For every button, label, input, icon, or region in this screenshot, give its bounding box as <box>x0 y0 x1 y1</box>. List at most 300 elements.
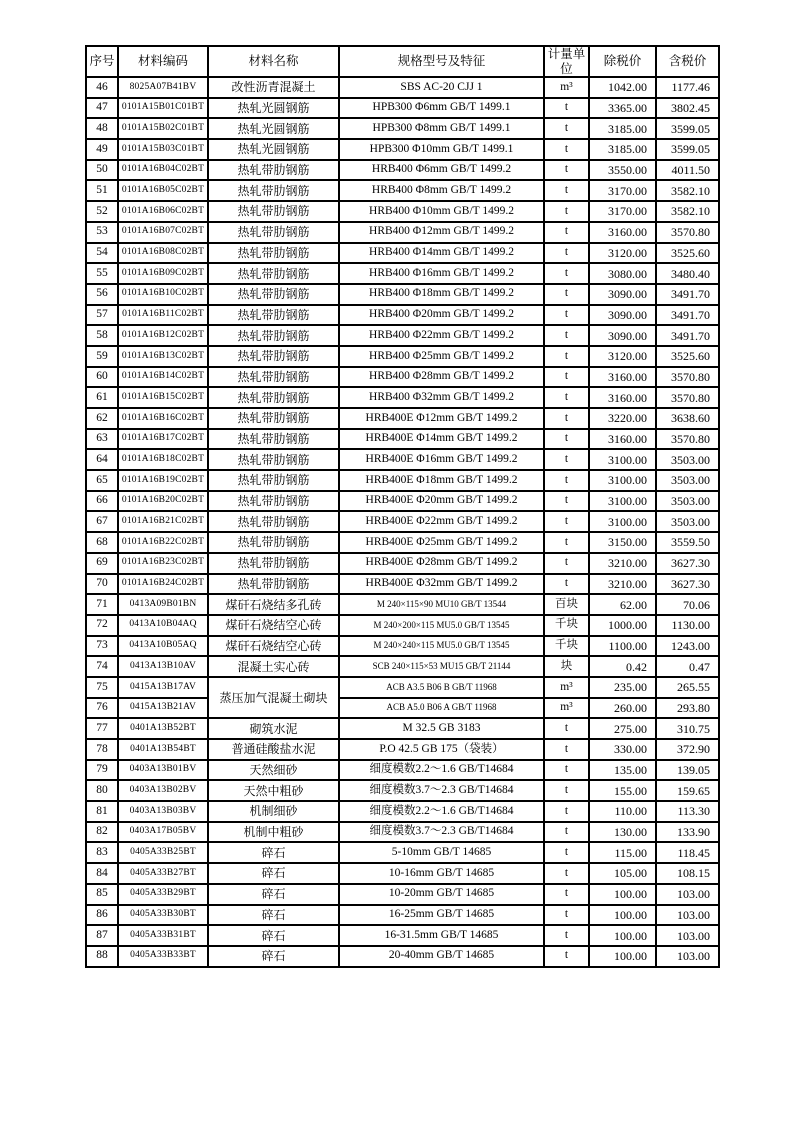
cell-unit: t <box>544 325 589 346</box>
cell-price-excl-tax: 3150.00 <box>589 532 656 553</box>
cell-seq-no: 49 <box>86 139 118 160</box>
cell-material-code: 0101A16B07C02BT <box>118 222 208 243</box>
table-row <box>86 222 719 243</box>
cell-material-code: 0403A13B01BV <box>118 760 208 781</box>
table-row <box>86 925 719 946</box>
table-row <box>86 387 719 408</box>
cell-material-name: 热轧带肋钢筋 <box>208 243 339 264</box>
cell-material-code: 0413A10B04AQ <box>118 615 208 636</box>
col-header-name: 材料名称 <box>208 46 339 77</box>
cell-seq-no: 82 <box>86 822 118 843</box>
cell-seq-no: 51 <box>86 180 118 201</box>
cell-material-code: 0101A16B14C02BT <box>118 367 208 388</box>
cell-unit: t <box>544 511 589 532</box>
cell-seq-no: 75 <box>86 677 118 698</box>
cell-price-excl-tax: 155.00 <box>589 780 656 801</box>
cell-material-name: 热轧带肋钢筋 <box>208 263 339 284</box>
cell-material-code: 0405A33B30BT <box>118 905 208 926</box>
cell-spec: ACB A3.5 B06 B GB/T 11968 <box>339 677 544 698</box>
cell-price-excl-tax: 130.00 <box>589 822 656 843</box>
cell-unit: m³ <box>544 698 589 719</box>
cell-material-code: 0405A33B33BT <box>118 946 208 967</box>
cell-spec: M 240×240×115 MU5.0 GB/T 13545 <box>339 636 544 657</box>
table-row <box>86 346 719 367</box>
cell-spec: M 32.5 GB 3183 <box>339 718 544 739</box>
cell-price-incl-tax: 3503.00 <box>656 511 719 532</box>
cell-material-name: 混凝土实心砖 <box>208 656 339 677</box>
cell-price-excl-tax: 3210.00 <box>589 553 656 574</box>
cell-unit: t <box>544 863 589 884</box>
cell-material-name: 热轧带肋钢筋 <box>208 470 339 491</box>
cell-price-excl-tax: 105.00 <box>589 863 656 884</box>
cell-unit: t <box>544 429 589 450</box>
cell-price-incl-tax: 1177.46 <box>656 77 719 98</box>
table-row <box>86 739 719 760</box>
cell-unit: t <box>544 574 589 595</box>
cell-material-name: 热轧带肋钢筋 <box>208 346 339 367</box>
cell-seq-no: 76 <box>86 698 118 719</box>
cell-spec: SCB 240×115×53 MU15 GB/T 21144 <box>339 656 544 677</box>
cell-price-incl-tax: 3559.50 <box>656 532 719 553</box>
cell-material-name: 热轧带肋钢筋 <box>208 367 339 388</box>
table-row <box>86 284 719 305</box>
cell-unit: t <box>544 553 589 574</box>
cell-material-code: 0101A16B19C02BT <box>118 470 208 491</box>
cell-price-incl-tax: 3503.00 <box>656 449 719 470</box>
cell-price-excl-tax: 275.00 <box>589 718 656 739</box>
cell-spec: HRB400 Φ32mm GB/T 1499.2 <box>339 387 544 408</box>
cell-spec: M 240×200×115 MU5.0 GB/T 13545 <box>339 615 544 636</box>
cell-material-code: 0403A13B02BV <box>118 780 208 801</box>
table-row <box>86 511 719 532</box>
table-row <box>86 429 719 450</box>
cell-material-code: 0413A09B01BN <box>118 594 208 615</box>
cell-seq-no: 87 <box>86 925 118 946</box>
cell-price-excl-tax: 330.00 <box>589 739 656 760</box>
cell-material-name: 热轧带肋钢筋 <box>208 160 339 181</box>
cell-spec: HRB400E Φ20mm GB/T 1499.2 <box>339 491 544 512</box>
cell-seq-no: 59 <box>86 346 118 367</box>
cell-spec: HRB400 Φ8mm GB/T 1499.2 <box>339 180 544 201</box>
cell-material-code: 0401A13B52BT <box>118 718 208 739</box>
cell-seq-no: 70 <box>86 574 118 595</box>
cell-price-excl-tax: 0.42 <box>589 656 656 677</box>
cell-material-name: 热轧带肋钢筋 <box>208 284 339 305</box>
cell-unit: t <box>544 946 589 967</box>
cell-seq-no: 81 <box>86 801 118 822</box>
cell-price-incl-tax: 3491.70 <box>656 305 719 326</box>
table-row <box>86 305 719 326</box>
cell-material-code: 0101A15B02C01BT <box>118 118 208 139</box>
cell-material-code: 0403A13B03BV <box>118 801 208 822</box>
cell-material-code: 0101A16B11C02BT <box>118 305 208 326</box>
cell-price-incl-tax: 1130.00 <box>656 615 719 636</box>
table-row <box>86 946 719 967</box>
cell-seq-no: 55 <box>86 263 118 284</box>
cell-price-excl-tax: 1042.00 <box>589 77 656 98</box>
cell-unit: t <box>544 98 589 119</box>
cell-unit: t <box>544 780 589 801</box>
cell-seq-no: 74 <box>86 656 118 677</box>
cell-material-code: 0415A13B21AV <box>118 698 208 719</box>
cell-spec: 细度模数2.2～1.6 GB/T14684 <box>339 801 544 822</box>
cell-seq-no: 88 <box>86 946 118 967</box>
table-row <box>86 822 719 843</box>
cell-material-name: 热轧光圆钢筋 <box>208 118 339 139</box>
table-row <box>86 553 719 574</box>
cell-price-excl-tax: 3185.00 <box>589 118 656 139</box>
cell-price-incl-tax: 310.75 <box>656 718 719 739</box>
cell-seq-no: 67 <box>86 511 118 532</box>
cell-price-incl-tax: 3570.80 <box>656 367 719 388</box>
cell-price-incl-tax: 293.80 <box>656 698 719 719</box>
table-row <box>86 77 719 98</box>
cell-material-code: 0413A10B05AQ <box>118 636 208 657</box>
cell-spec: HRB400 Φ12mm GB/T 1499.2 <box>339 222 544 243</box>
table-row <box>86 160 719 181</box>
cell-price-incl-tax: 1243.00 <box>656 636 719 657</box>
cell-material-name: 热轧光圆钢筋 <box>208 98 339 119</box>
cell-seq-no: 85 <box>86 884 118 905</box>
cell-material-name: 碎石 <box>208 863 339 884</box>
cell-price-incl-tax: 3582.10 <box>656 201 719 222</box>
cell-price-incl-tax: 159.65 <box>656 780 719 801</box>
cell-material-name: 蒸压加气混凝土砌块 <box>208 677 339 718</box>
cell-price-incl-tax: 3638.60 <box>656 408 719 429</box>
cell-price-excl-tax: 3160.00 <box>589 429 656 450</box>
cell-material-name: 砌筑水泥 <box>208 718 339 739</box>
table-row <box>86 760 719 781</box>
cell-spec: HPB300 Φ8mm GB/T 1499.1 <box>339 118 544 139</box>
cell-price-incl-tax: 70.06 <box>656 594 719 615</box>
cell-unit: t <box>544 470 589 491</box>
table-row <box>86 574 719 595</box>
cell-seq-no: 86 <box>86 905 118 926</box>
cell-seq-no: 61 <box>86 387 118 408</box>
cell-material-code: 0101A16B17C02BT <box>118 429 208 450</box>
cell-unit: 百块 <box>544 594 589 615</box>
cell-seq-no: 68 <box>86 532 118 553</box>
cell-material-code: 0101A16B10C02BT <box>118 284 208 305</box>
cell-price-excl-tax: 100.00 <box>589 905 656 926</box>
cell-price-incl-tax: 3599.05 <box>656 118 719 139</box>
cell-material-name: 天然中粗砂 <box>208 780 339 801</box>
cell-material-name: 热轧带肋钢筋 <box>208 180 339 201</box>
cell-unit: t <box>544 180 589 201</box>
cell-unit: t <box>544 884 589 905</box>
cell-material-code: 0101A16B18C02BT <box>118 449 208 470</box>
cell-price-incl-tax: 3525.60 <box>656 346 719 367</box>
cell-material-code: 0101A16B09C02BT <box>118 263 208 284</box>
cell-price-incl-tax: 3627.30 <box>656 553 719 574</box>
cell-price-excl-tax: 3120.00 <box>589 243 656 264</box>
cell-material-code: 0101A16B21C02BT <box>118 511 208 532</box>
table-row <box>86 532 719 553</box>
cell-seq-no: 69 <box>86 553 118 574</box>
cell-price-incl-tax: 3599.05 <box>656 139 719 160</box>
cell-material-code: 0101A16B06C02BT <box>118 201 208 222</box>
cell-material-code: 0101A16B15C02BT <box>118 387 208 408</box>
cell-seq-no: 73 <box>86 636 118 657</box>
table-row <box>86 636 719 657</box>
cell-unit: t <box>544 801 589 822</box>
cell-material-name: 煤矸石烧结空心砖 <box>208 615 339 636</box>
cell-material-name: 热轧带肋钢筋 <box>208 305 339 326</box>
cell-unit: t <box>544 139 589 160</box>
cell-spec: HRB400 Φ22mm GB/T 1499.2 <box>339 325 544 346</box>
cell-material-name: 热轧带肋钢筋 <box>208 574 339 595</box>
cell-unit: t <box>544 532 589 553</box>
cell-seq-no: 48 <box>86 118 118 139</box>
cell-price-excl-tax: 3120.00 <box>589 346 656 367</box>
table-row <box>86 98 719 119</box>
cell-unit: t <box>544 201 589 222</box>
cell-price-incl-tax: 133.90 <box>656 822 719 843</box>
table-row <box>86 243 719 264</box>
table-row <box>86 594 719 615</box>
table-row <box>86 491 719 512</box>
cell-material-name: 碎石 <box>208 842 339 863</box>
cell-price-excl-tax: 3550.00 <box>589 160 656 181</box>
cell-material-name: 碎石 <box>208 925 339 946</box>
cell-unit: t <box>544 118 589 139</box>
cell-price-incl-tax: 113.30 <box>656 801 719 822</box>
cell-material-code: 0403A17B05BV <box>118 822 208 843</box>
cell-spec: HRB400E Φ18mm GB/T 1499.2 <box>339 470 544 491</box>
cell-material-name: 碎石 <box>208 905 339 926</box>
cell-price-excl-tax: 3100.00 <box>589 491 656 512</box>
cell-unit: t <box>544 222 589 243</box>
cell-spec: HRB400 Φ18mm GB/T 1499.2 <box>339 284 544 305</box>
cell-spec: HRB400 Φ25mm GB/T 1499.2 <box>339 346 544 367</box>
cell-price-incl-tax: 3802.45 <box>656 98 719 119</box>
cell-price-excl-tax: 115.00 <box>589 842 656 863</box>
cell-unit: t <box>544 842 589 863</box>
cell-price-excl-tax: 3365.00 <box>589 98 656 119</box>
cell-price-incl-tax: 103.00 <box>656 946 719 967</box>
table-body <box>86 77 719 967</box>
table-row <box>86 656 719 677</box>
table-row <box>86 863 719 884</box>
table-row <box>86 677 719 698</box>
cell-material-code: 0101A16B12C02BT <box>118 325 208 346</box>
cell-spec: HRB400 Φ20mm GB/T 1499.2 <box>339 305 544 326</box>
cell-material-name: 机制细砂 <box>208 801 339 822</box>
table-row <box>86 263 719 284</box>
cell-material-name: 天然细砂 <box>208 760 339 781</box>
cell-seq-no: 83 <box>86 842 118 863</box>
col-header-seq-no: 序号 <box>86 46 118 77</box>
cell-spec: HRB400E Φ32mm GB/T 1499.2 <box>339 574 544 595</box>
cell-material-name: 热轧带肋钢筋 <box>208 491 339 512</box>
cell-spec: P.O 42.5 GB 175（袋装） <box>339 739 544 760</box>
table-row <box>86 842 719 863</box>
cell-material-code: 0405A33B25BT <box>118 842 208 863</box>
cell-spec: 5-10mm GB/T 14685 <box>339 842 544 863</box>
cell-spec: HRB400 Φ16mm GB/T 1499.2 <box>339 263 544 284</box>
cell-unit: t <box>544 718 589 739</box>
cell-seq-no: 53 <box>86 222 118 243</box>
cell-unit: m³ <box>544 677 589 698</box>
table-row <box>86 801 719 822</box>
cell-unit: t <box>544 822 589 843</box>
cell-material-name: 热轧带肋钢筋 <box>208 387 339 408</box>
cell-price-incl-tax: 103.00 <box>656 925 719 946</box>
cell-price-incl-tax: 3570.80 <box>656 429 719 450</box>
table-row <box>86 408 719 429</box>
cell-spec: HRB400E Φ25mm GB/T 1499.2 <box>339 532 544 553</box>
cell-price-incl-tax: 3480.40 <box>656 263 719 284</box>
cell-price-incl-tax: 3627.30 <box>656 574 719 595</box>
cell-unit: t <box>544 739 589 760</box>
cell-material-code: 0101A16B16C02BT <box>118 408 208 429</box>
cell-material-name: 热轧带肋钢筋 <box>208 408 339 429</box>
cell-price-incl-tax: 103.00 <box>656 905 719 926</box>
cell-price-incl-tax: 265.55 <box>656 677 719 698</box>
col-header-spec: 规格型号及特征 <box>339 46 544 77</box>
cell-unit: t <box>544 367 589 388</box>
cell-spec: HRB400E Φ22mm GB/T 1499.2 <box>339 511 544 532</box>
cell-material-name: 煤矸石烧结多孔砖 <box>208 594 339 615</box>
cell-spec: 细度模数3.7～2.3 GB/T14684 <box>339 780 544 801</box>
cell-unit: t <box>544 284 589 305</box>
cell-price-incl-tax: 3491.70 <box>656 325 719 346</box>
cell-material-name: 热轧带肋钢筋 <box>208 429 339 450</box>
cell-seq-no: 84 <box>86 863 118 884</box>
cell-material-code: 0101A16B08C02BT <box>118 243 208 264</box>
table-row <box>86 905 719 926</box>
cell-price-incl-tax: 3491.70 <box>656 284 719 305</box>
cell-material-code: 0101A16B20C02BT <box>118 491 208 512</box>
cell-price-incl-tax: 3525.60 <box>656 243 719 264</box>
cell-unit: t <box>544 263 589 284</box>
cell-price-excl-tax: 3160.00 <box>589 222 656 243</box>
cell-price-excl-tax: 3160.00 <box>589 387 656 408</box>
table-row <box>86 118 719 139</box>
cell-seq-no: 79 <box>86 760 118 781</box>
cell-spec: ACB A5.0 B06 A GB/T 11968 <box>339 698 544 719</box>
cell-spec: 细度模数2.2～1.6 GB/T14684 <box>339 760 544 781</box>
cell-spec: 16-31.5mm GB/T 14685 <box>339 925 544 946</box>
cell-material-code: 0405A33B29BT <box>118 884 208 905</box>
cell-price-excl-tax: 3090.00 <box>589 305 656 326</box>
cell-price-excl-tax: 3210.00 <box>589 574 656 595</box>
cell-spec: HRB400E Φ12mm GB/T 1499.2 <box>339 408 544 429</box>
cell-price-incl-tax: 103.00 <box>656 884 719 905</box>
cell-price-incl-tax: 139.05 <box>656 760 719 781</box>
cell-spec: M 240×115×90 MU10 GB/T 13544 <box>339 594 544 615</box>
materials-price-table <box>85 45 720 968</box>
cell-material-code: 0101A16B04C02BT <box>118 160 208 181</box>
cell-price-excl-tax: 3100.00 <box>589 511 656 532</box>
cell-seq-no: 64 <box>86 449 118 470</box>
cell-unit: 千块 <box>544 636 589 657</box>
cell-spec: 10-16mm GB/T 14685 <box>339 863 544 884</box>
cell-price-excl-tax: 100.00 <box>589 884 656 905</box>
cell-price-incl-tax: 4011.50 <box>656 160 719 181</box>
cell-material-name: 碎石 <box>208 884 339 905</box>
cell-spec: 细度模数3.7～2.3 GB/T14684 <box>339 822 544 843</box>
cell-seq-no: 65 <box>86 470 118 491</box>
cell-seq-no: 80 <box>86 780 118 801</box>
cell-spec: HRB400E Φ14mm GB/T 1499.2 <box>339 429 544 450</box>
cell-seq-no: 60 <box>86 367 118 388</box>
cell-price-excl-tax: 3100.00 <box>589 470 656 491</box>
cell-price-excl-tax: 3160.00 <box>589 367 656 388</box>
cell-spec: 16-25mm GB/T 14685 <box>339 905 544 926</box>
cell-unit: t <box>544 346 589 367</box>
table-row <box>86 180 719 201</box>
cell-spec: HRB400E Φ16mm GB/T 1499.2 <box>339 449 544 470</box>
cell-price-excl-tax: 3080.00 <box>589 263 656 284</box>
cell-material-code: 0101A15B01C01BT <box>118 98 208 119</box>
cell-spec: HRB400 Φ28mm GB/T 1499.2 <box>339 367 544 388</box>
cell-spec: HPB300 Φ10mm GB/T 1499.1 <box>339 139 544 160</box>
cell-material-name: 热轧带肋钢筋 <box>208 449 339 470</box>
cell-spec: HRB400 Φ14mm GB/T 1499.2 <box>339 243 544 264</box>
cell-seq-no: 57 <box>86 305 118 326</box>
cell-price-incl-tax: 3503.00 <box>656 491 719 512</box>
cell-material-name: 热轧带肋钢筋 <box>208 201 339 222</box>
cell-price-excl-tax: 260.00 <box>589 698 656 719</box>
col-header-price-ex: 除税价 <box>589 46 656 77</box>
cell-price-excl-tax: 100.00 <box>589 925 656 946</box>
cell-price-excl-tax: 3170.00 <box>589 180 656 201</box>
cell-material-code: 0101A16B24C02BT <box>118 574 208 595</box>
cell-material-name: 热轧带肋钢筋 <box>208 511 339 532</box>
cell-price-excl-tax: 1100.00 <box>589 636 656 657</box>
cell-material-name: 热轧带肋钢筋 <box>208 222 339 243</box>
table-row <box>86 780 719 801</box>
cell-material-name: 普通硅酸盐水泥 <box>208 739 339 760</box>
cell-material-code: 0413A13B10AV <box>118 656 208 677</box>
cell-seq-no: 72 <box>86 615 118 636</box>
cell-price-excl-tax: 3090.00 <box>589 284 656 305</box>
cell-unit: t <box>544 449 589 470</box>
cell-price-excl-tax: 3220.00 <box>589 408 656 429</box>
cell-seq-no: 77 <box>86 718 118 739</box>
cell-spec: SBS AC-20 CJJ 1 <box>339 77 544 98</box>
cell-price-excl-tax: 3185.00 <box>589 139 656 160</box>
cell-seq-no: 50 <box>86 160 118 181</box>
cell-material-code: 0101A16B23C02BT <box>118 553 208 574</box>
cell-seq-no: 52 <box>86 201 118 222</box>
cell-seq-no: 66 <box>86 491 118 512</box>
table-row <box>86 698 719 719</box>
cell-price-excl-tax: 110.00 <box>589 801 656 822</box>
cell-price-incl-tax: 0.47 <box>656 656 719 677</box>
cell-material-code: 0101A15B03C01BT <box>118 139 208 160</box>
cell-unit: t <box>544 408 589 429</box>
table-row <box>86 615 719 636</box>
cell-price-excl-tax: 235.00 <box>589 677 656 698</box>
table-row <box>86 367 719 388</box>
table-row <box>86 201 719 222</box>
cell-unit: t <box>544 905 589 926</box>
cell-unit: 块 <box>544 656 589 677</box>
cell-material-code: 0101A16B22C02BT <box>118 532 208 553</box>
cell-unit: t <box>544 305 589 326</box>
col-header-code: 材料编码 <box>118 46 208 77</box>
cell-material-name: 碎石 <box>208 946 339 967</box>
cell-price-excl-tax: 3090.00 <box>589 325 656 346</box>
cell-seq-no: 71 <box>86 594 118 615</box>
cell-seq-no: 63 <box>86 429 118 450</box>
cell-material-code: 0401A13B54BT <box>118 739 208 760</box>
cell-unit: t <box>544 387 589 408</box>
cell-unit: t <box>544 243 589 264</box>
cell-seq-no: 46 <box>86 77 118 98</box>
